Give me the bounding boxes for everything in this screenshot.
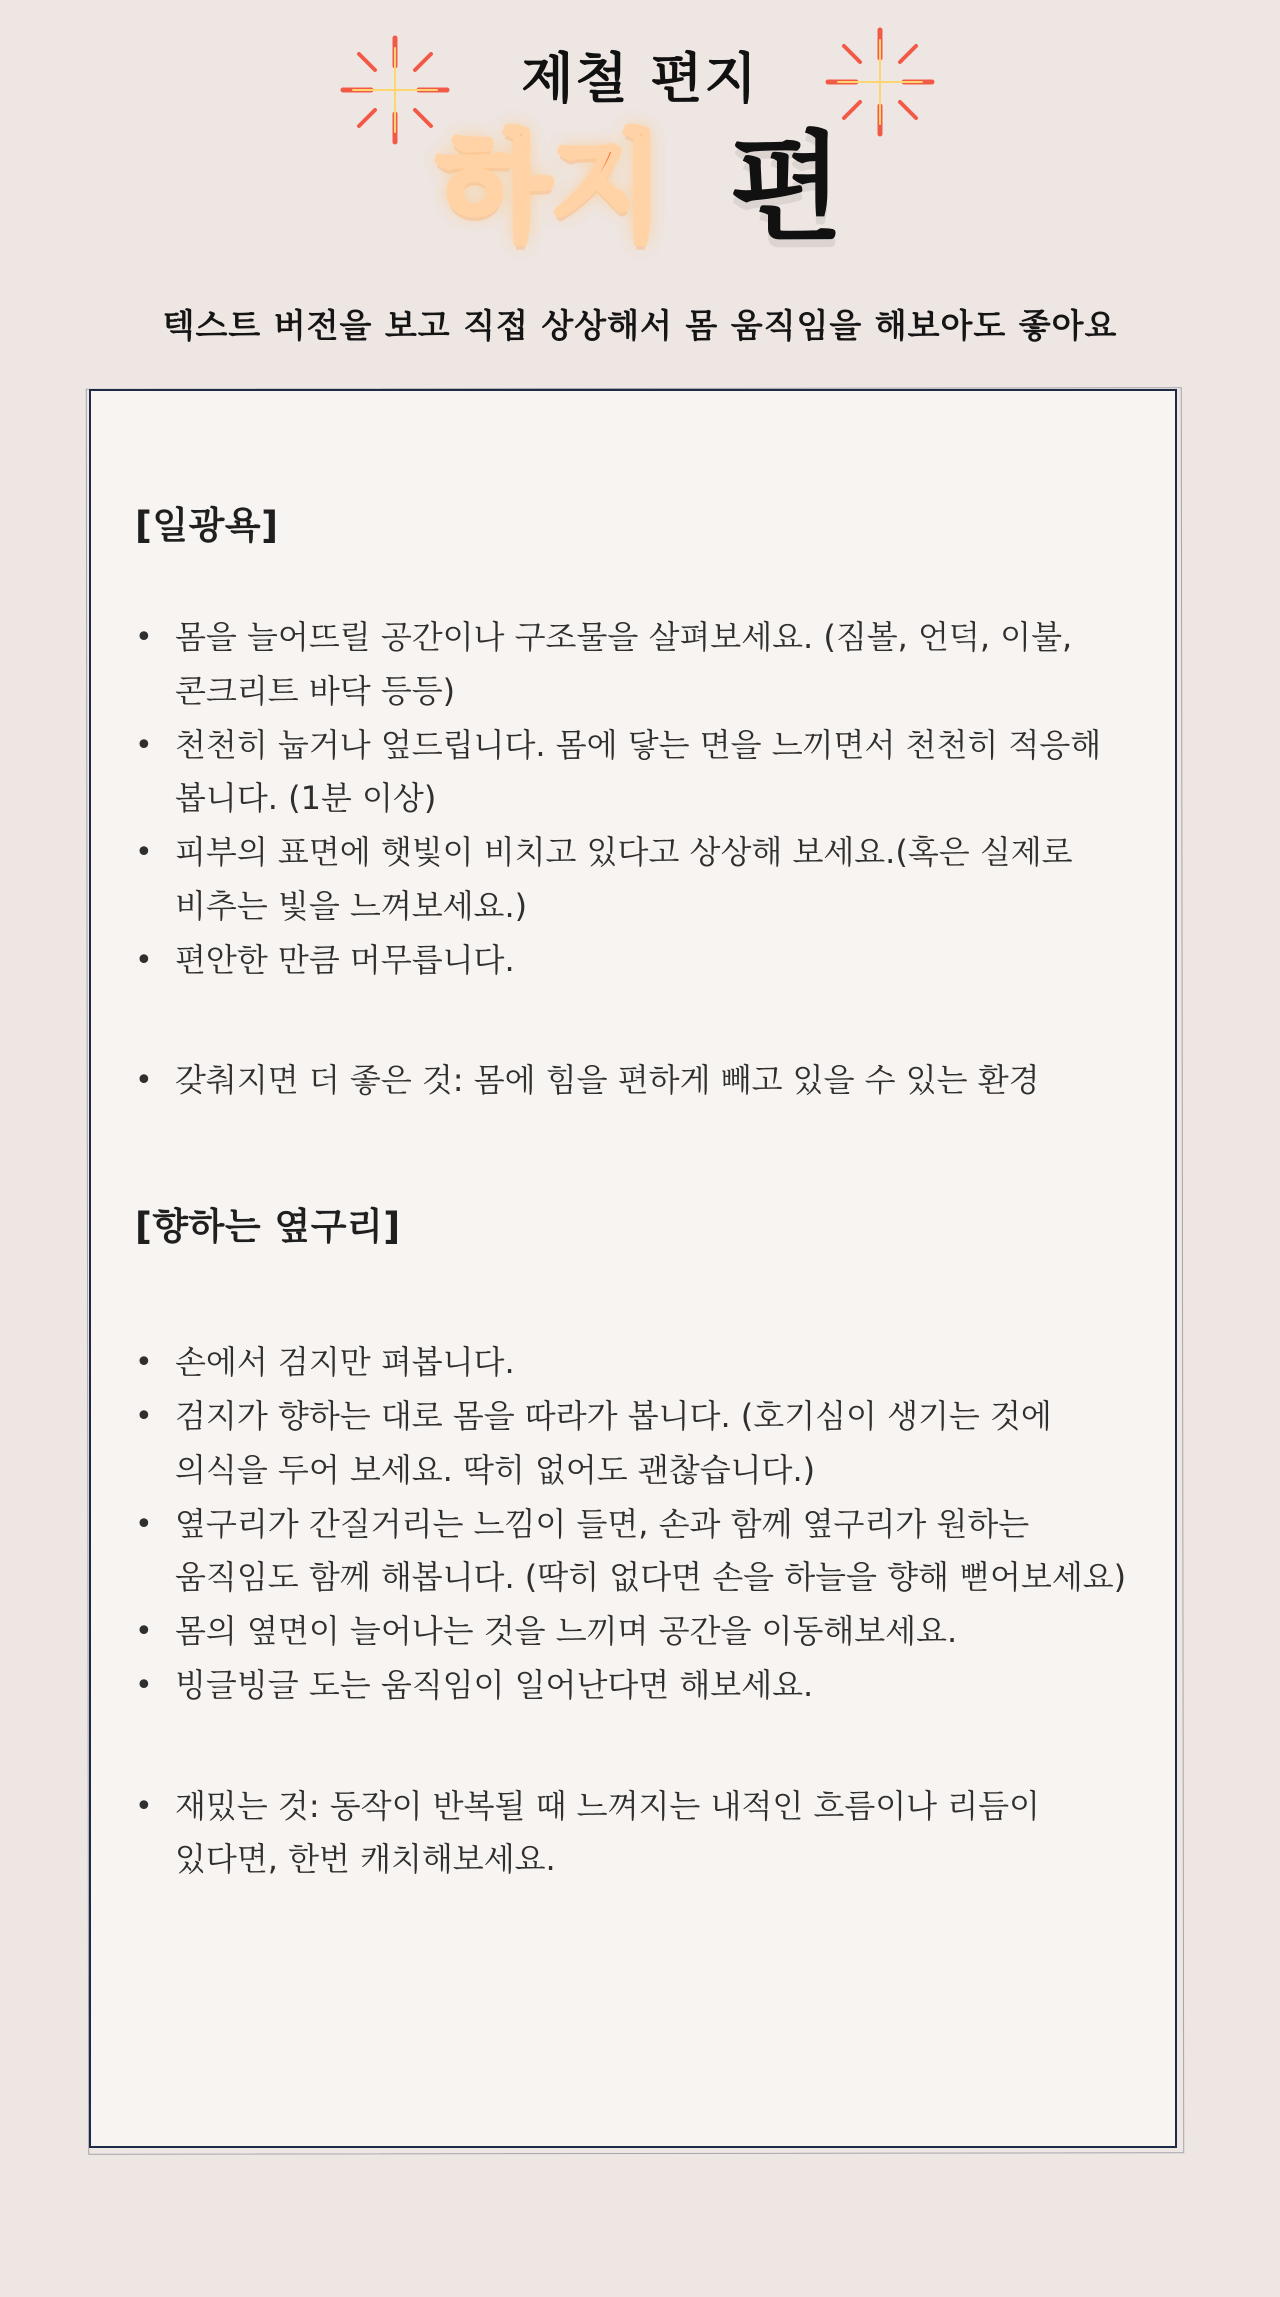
section-list-side-body: [135, 1336, 1135, 1887]
list-item: [135, 1336, 1135, 1390]
list-item-text: • 손에서 검지만 펴봅니다.: [175, 1343, 515, 1382]
page-subtitle: 텍스트 버전을 보고 직접 상상해서 몸 움직임을 해보아도 좋아요: [162, 306, 1118, 345]
section-list-sunbathing: [135, 611, 1135, 1108]
list-item-text: • 갖춰지면 더 좋은 것: 몸에 힘을 편하게 빼고 있을 수 있는 환경: [175, 1061, 1040, 1100]
list-item: [135, 1659, 1135, 1713]
list-item: [135, 826, 1135, 934]
list-item: [135, 1390, 1135, 1498]
list-item-text: • 몸을 늘어뜨릴 공간이나 구조물을 살펴보세요. (짐볼, 언덕, 이불, 콘크리트 바닥 등등): [175, 618, 1073, 710]
list-item: [135, 719, 1135, 827]
header-kicker: 제철 편지: [521, 47, 759, 110]
page-header: [0, 0, 1280, 380]
list-item-text: • 빙글빙글 도는 움직임이 일어난다면 해보세요.: [175, 1665, 814, 1704]
list-item-text: • 편안한 만큼 머무릅니다.: [175, 940, 515, 979]
list-item: [135, 1498, 1135, 1606]
section-title-side-body: [향하는 옆구리]: [135, 1205, 401, 1249]
list-item: [135, 611, 1135, 719]
content-panel: [89, 389, 1177, 2148]
list-item-text: • 옆구리가 간질거리는 느낌이 들면, 손과 함께 옆구리가 원하는 움직임도 함께 해봅니다. (딱히 없다면 손을 하늘을 향해 뻗어보세요): [175, 1504, 1127, 1597]
list-item: [135, 1605, 1135, 1659]
list-item-text: • 천천히 눕거나 엎드립니다. 몸에 닿는 면을 느끼면서 천천히 적응해 봅니다. (1분 이상): [175, 725, 1102, 818]
content-body: [135, 495, 1135, 1887]
list-item-text: • 몸의 옆면이 늘어나는 것을 느끼며 공간을 이동해보세요.: [175, 1612, 958, 1651]
section-title-sunbathing: [일광욕]: [135, 504, 279, 547]
list-item-text: • 검지가 향하는 대로 몸을 따라가 봅니다. (호기심이 생기는 것에 의식을 두어 보세요. 딱히 없어도 괜찮습니다.): [175, 1397, 1052, 1489]
list-item-text: • 재밌는 것: 동작이 반복될 때 느껴지는 내적인 흐름이나 리듬이 있다면, 한번 캐치해보세요.: [175, 1786, 1040, 1879]
list-item: [135, 1054, 1135, 1108]
title-accent: 하지: [436, 119, 665, 257]
page-title: [0, 118, 1280, 260]
list-item: [135, 934, 1135, 988]
list-item: [135, 1780, 1135, 1888]
title-main: 편: [729, 119, 844, 257]
list-item-text: • 피부의 표면에 햇빛이 비치고 있다고 상상해 보세요.(혹은 실제로 비추는 빛을 느껴보세요.): [175, 833, 1073, 925]
